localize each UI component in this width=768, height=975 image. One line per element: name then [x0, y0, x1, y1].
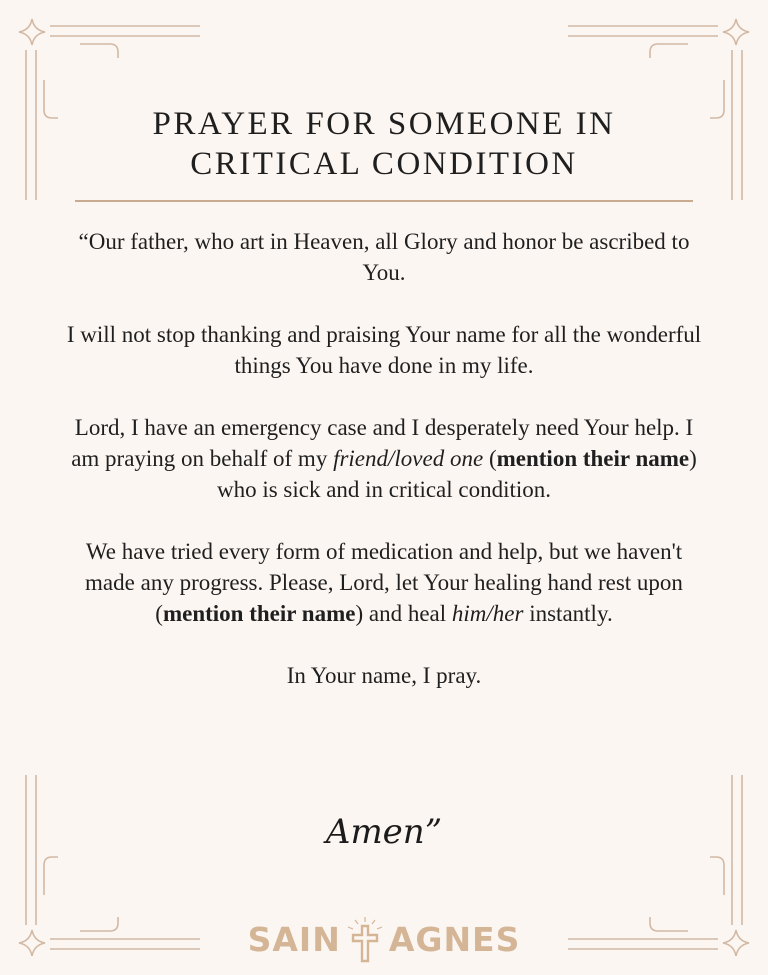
- cross-icon: [343, 915, 387, 963]
- paragraph-3-text-a: Lord, I have an emergency case and I desperately need Your help. I am praying on behalf of my: [71, 415, 694, 471]
- paragraph-3: [60, 412, 708, 505]
- paragraph-4-bold: mention their name: [162, 601, 356, 626]
- paragraph-4-text-c: instantly.: [523, 601, 613, 626]
- saint-agnes-logo: [0, 915, 768, 963]
- logo-text-left: SAIN: [247, 919, 341, 959]
- title-line-1: PRAYER FOR SOMEONE IN: [152, 106, 616, 142]
- title-divider: [75, 200, 693, 202]
- paragraph-4: [60, 536, 708, 629]
- paragraph-2: I will not stop thanking and praising Your name for all the wonderful things You have done in my life.: [66, 322, 702, 378]
- paragraph-3-italic: friend/loved one: [333, 446, 484, 471]
- paragraph-3-text-b: (: [483, 446, 497, 471]
- paragraph-5: In Your name, I pray.: [286, 663, 482, 688]
- paragraph-3-bold: mention their name: [496, 446, 690, 471]
- signature-amen: Amen”: [325, 812, 443, 852]
- prayer-body: [60, 226, 708, 691]
- paragraph-3-text-c: ) who is sick and in critical condition.: [216, 446, 697, 502]
- paragraph-4-text-b: ) and heal: [355, 601, 452, 626]
- paragraph-4-italic: him/her: [451, 601, 524, 626]
- page-title: [60, 104, 708, 184]
- paragraph-1: “Our father, who art in Heaven, all Glory and honor be ascribed to You.: [78, 229, 690, 285]
- paragraph-4-text-a: We have tried every form of medication and help, but we haven't made any progress. Please, Lord, let Your healing hand rest upon (: [85, 539, 683, 626]
- logo-text-right: AGNES: [388, 919, 521, 959]
- title-line-2: CRITICAL CONDITION: [190, 146, 578, 182]
